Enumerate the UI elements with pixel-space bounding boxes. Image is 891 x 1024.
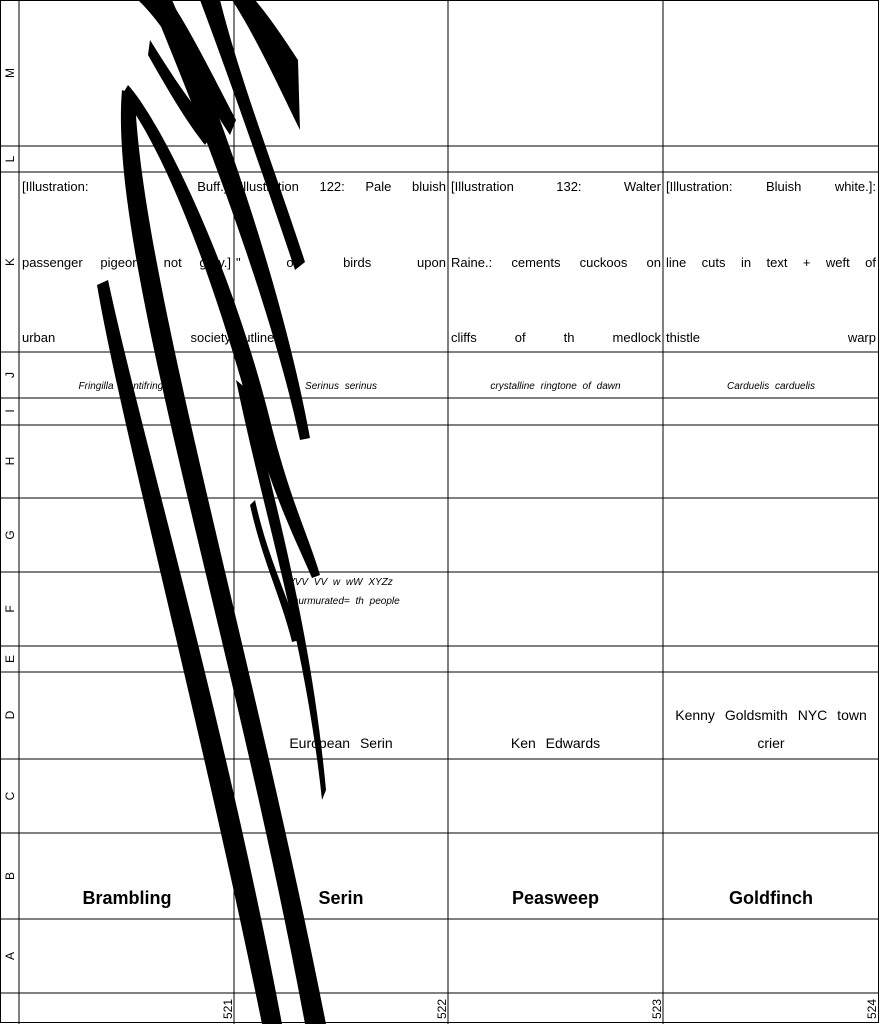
column-number: 523 <box>650 998 665 1020</box>
k-word: of <box>286 255 298 270</box>
row-letter-e: E <box>3 655 17 664</box>
k-word: pigeons <box>100 255 146 270</box>
k-word: bluish <box>412 179 446 194</box>
k-text-line <box>22 179 231 194</box>
f-row-text: murmurated= th people <box>290 596 400 607</box>
k-word: th <box>563 330 575 345</box>
k-word: upon <box>417 255 446 270</box>
common-name: Brambling <box>82 888 172 908</box>
common-name: Peasweep <box>511 888 600 908</box>
k-word: of <box>865 255 876 270</box>
k-word: weft <box>825 255 850 270</box>
row-letter-h: H <box>3 456 17 466</box>
d-row-text: Kenny Goldsmith NYC town crier <box>675 707 867 751</box>
k-text-line <box>236 179 446 194</box>
row-letter-l: L <box>3 155 17 163</box>
k-text-line <box>666 330 876 345</box>
common-name: Serin <box>318 888 364 908</box>
k-word: of <box>514 330 526 345</box>
column-number: 521 <box>221 998 236 1020</box>
k-word: 122: <box>319 179 345 194</box>
ink-stroke <box>121 90 326 1024</box>
k-word: outline <box>236 330 275 345</box>
row-letter-d: D <box>3 710 17 720</box>
k-text-line <box>22 330 231 345</box>
column-number: 522 <box>435 998 450 1020</box>
k-text-line <box>451 330 661 345</box>
row-letter-c: C <box>3 791 17 801</box>
k-word: [Illustration <box>236 179 299 194</box>
k-word: passenger <box>22 255 83 270</box>
k-word: not <box>163 255 182 270</box>
k-word: on <box>646 255 661 270</box>
d-row-text: European Serin <box>289 735 393 751</box>
k-word: white.]: <box>834 179 876 194</box>
k-word: medlock <box>612 330 661 345</box>
row-letter-f: F <box>3 605 17 613</box>
row-letter-j: J <box>3 372 17 378</box>
k-word: line <box>666 255 687 270</box>
row-letter-m: M <box>3 68 17 78</box>
d-row-text: Ken Edwards <box>510 735 601 751</box>
k-word: Raine.: <box>451 255 493 270</box>
k-word: urban <box>22 330 56 345</box>
k-word: Pale <box>365 179 392 194</box>
k-word: Bluish <box>765 179 802 194</box>
k-word: thistle <box>666 330 700 345</box>
f-row-text: VVV VV w wW XYZz <box>288 577 393 588</box>
k-word: Buff.]: <box>197 179 231 194</box>
row-letter-g: G <box>3 530 17 540</box>
latin-name: Serinus serinus <box>305 381 377 392</box>
k-word: + <box>802 255 811 270</box>
k-word: in <box>740 255 752 270</box>
k-text-line <box>451 179 661 194</box>
k-text-line <box>22 255 231 270</box>
k-word: [Illustration: <box>22 179 89 194</box>
k-text-line <box>666 179 876 194</box>
column-number: 524 <box>865 998 880 1020</box>
k-text-line <box>236 330 446 345</box>
k-word: warp <box>847 330 876 345</box>
latin-name: crystalline ringtone of dawn <box>490 381 621 392</box>
k-text-line <box>236 255 446 270</box>
latin-name: Carduelis carduelis <box>726 381 816 392</box>
k-word: birds <box>343 255 372 270</box>
row-letter-a: A <box>3 952 17 961</box>
row-letter-i: I <box>3 409 17 413</box>
k-word: [Illustration <box>451 179 514 194</box>
ink-strokes <box>97 0 326 1024</box>
k-word: text <box>766 255 788 270</box>
k-word: cuckoos <box>579 255 628 270</box>
k-word: gray.] <box>199 255 231 270</box>
k-word: Walter <box>623 179 661 194</box>
k-word: " <box>236 255 241 270</box>
k-word: [Illustration: <box>666 179 733 194</box>
k-word: society <box>190 330 231 345</box>
k-text-line <box>666 255 876 270</box>
k-word: cuts <box>701 255 726 270</box>
k-word: cements <box>511 255 561 270</box>
row-letter-b: B <box>3 872 17 881</box>
latin-name: Fringilla montifringilla <box>78 381 176 392</box>
common-name: Goldfinch <box>729 888 813 908</box>
k-text-line <box>451 255 661 270</box>
row-letter-k: K <box>3 258 17 267</box>
k-word: 132: <box>556 179 582 194</box>
k-word: cliffs <box>451 330 477 345</box>
